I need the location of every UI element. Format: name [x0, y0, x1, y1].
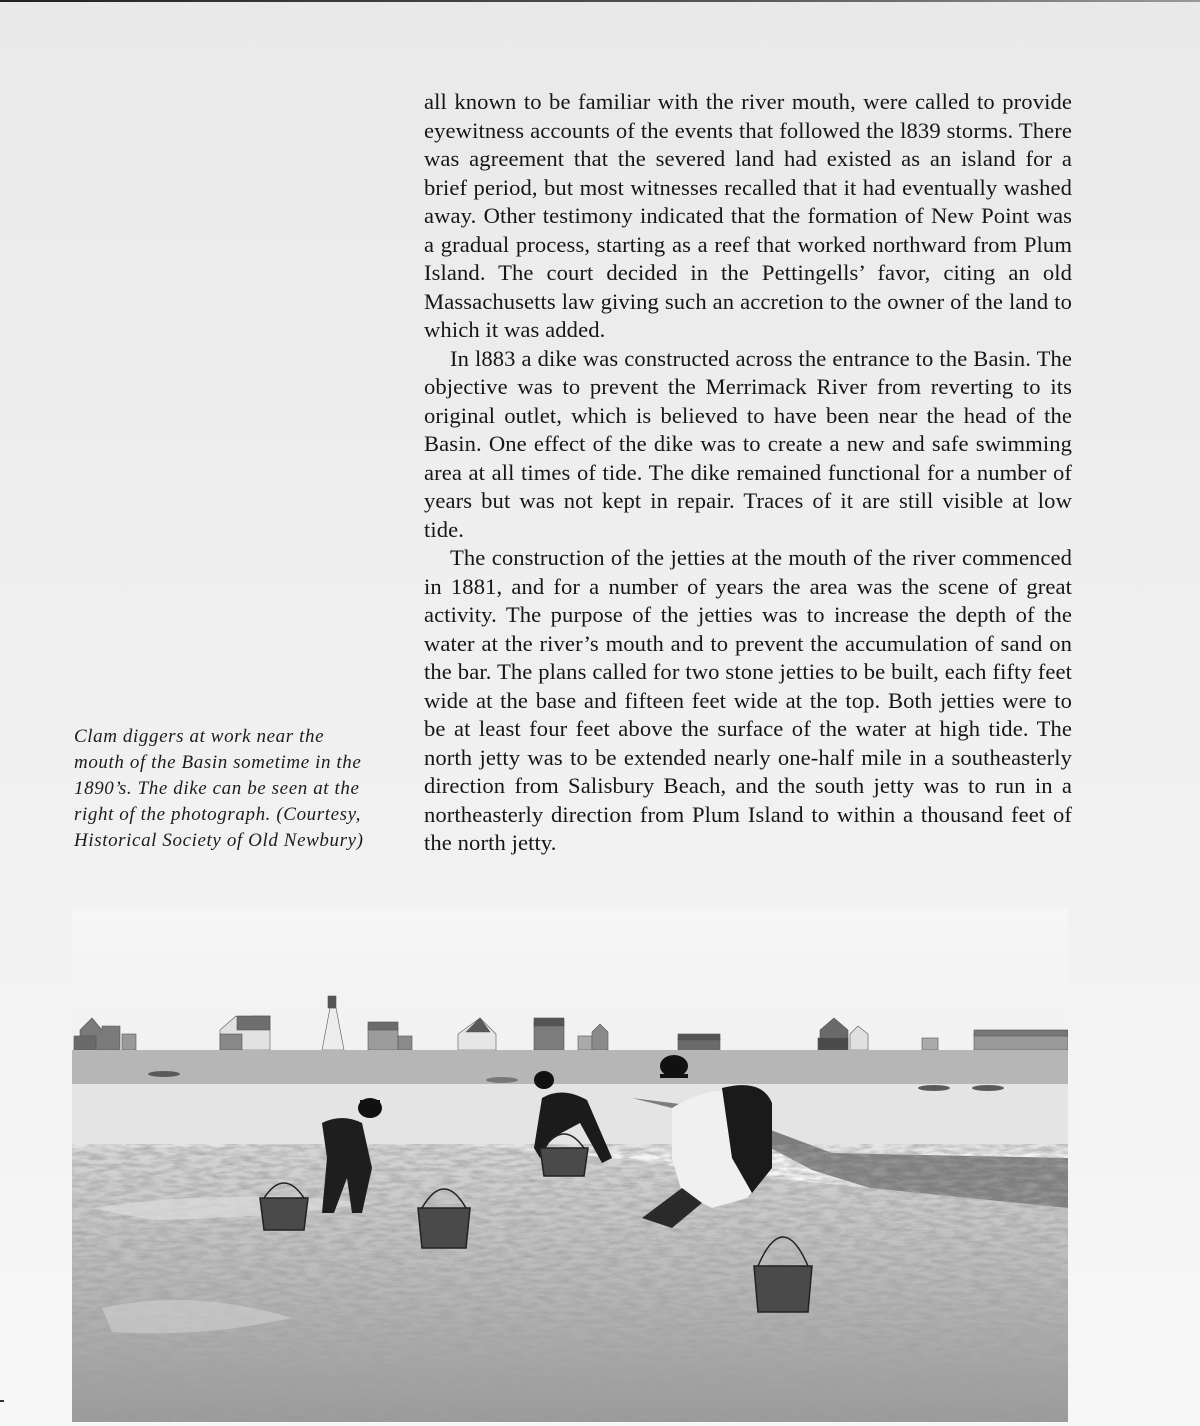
photo-caption: Clam diggers at work near the mouth of the Basin sometime in the 1890’s. The dike can be seen at the right of the photograph. (Courtesy, Historical Society of Old Newbury): [74, 726, 364, 851]
paragraph-1: all known to be familiar with the river mouth, were called to provide eyewitness accounts of the events that followed the l839 storms. There was agreement that the severed land had existed as an island for a brief period, but most witnesses recalled that it had eventually washed away. Other testimony indicated that the formation of New Point was a gradual process, starting as a reef that worked northward from Plum Island. The court decided in the Pettingells’ favor, citing an old Massachusetts law giving such an accretion to the owner of the land to which it was added.: [424, 89, 1072, 342]
photo-illustration: [72, 908, 1068, 1422]
scan-mark: [0, 1400, 4, 1402]
clam-diggers-photograph: [72, 908, 1068, 1422]
paragraph-3: The construction of the jetties at the mouth of the river commenced in 1881, and for a number of years the area was the scene of great activity. The purpose of the jetties was to increase the depth of the water at the river’s mouth and to prevent the accumulation of sand on the bar. The plans called for two stone jetties to be built, each fifty feet wide at the base and fifteen feet wide at the top. Both jetties were to be at least four feet above the surface of the water at high tide. The north jetty was to be extended nearly one-half mile in a southeasterly direction from Salisbury Beach, and the south jetty was to run in a northeasterly direction from Plum Island to within a thousand feet of the north jetty.: [424, 545, 1072, 855]
body-text: [424, 88, 1072, 858]
paragraph-2: In l883 a dike was constructed across the entrance to the Basin. The objective was to prevent the Merrimack River from reverting to its original outlet, which is believed to have been near the head of the Basin. One effect of the dike was to create a new and safe swimming area at all times of tide. The dike remained functional for a number of years but was not kept in repair. Traces of it are still visible at low tide.: [424, 345, 1072, 542]
